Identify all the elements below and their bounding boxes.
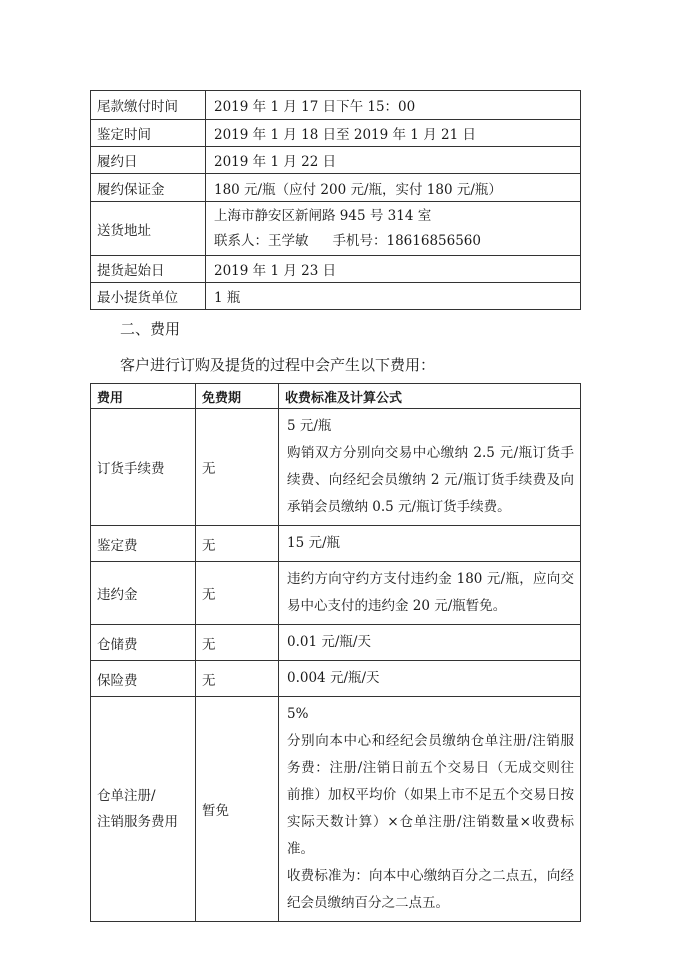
header-standard: 收费标准及计算公式 [279,384,581,409]
table-row [91,409,581,526]
section-heading: 二、费用 [120,320,181,338]
fee-name-line: 仓单注册/ [97,788,156,804]
table-row [91,661,581,697]
fee-free: 无 [196,526,279,562]
header-fee: 费用 [91,384,196,409]
contact-phone: 手机号：18616856560 [332,232,481,249]
fee-line: 15 元/瓶 [287,535,341,551]
fee-name: 鉴定费 [91,526,196,562]
fee-name-line: 注销服务费用 [97,814,178,830]
contact-name: 联系人：王学敏 [214,232,309,249]
address-text: 上海市静安区新闸路 945 号 314 室 [214,207,432,224]
fee-free: 无 [196,661,279,697]
fee-standard [279,526,581,562]
table-row [91,562,581,625]
table-row [91,202,581,256]
row-value: 2019 年 1 月 18 日至 2019 年 1 月 21 日 [206,120,581,147]
row-label: 提货起始日 [91,256,206,283]
table-row [91,147,581,174]
fee-name [91,697,196,922]
address-cell [206,202,581,256]
contact-line [214,229,580,254]
fee-free: 无 [196,625,279,661]
fee-standard [279,661,581,697]
row-label: 送货地址 [91,202,206,256]
table-row [91,120,581,147]
fee-standard [279,697,581,922]
fee-standard [279,625,581,661]
row-label: 履约日 [91,147,206,174]
intro-paragraph: 客户进行订购及提货的过程中会产生以下费用： [120,356,436,374]
fee-standard [279,562,581,625]
header-free-period: 免费期 [196,384,279,409]
row-label: 尾款缴付时间 [91,91,206,120]
fee-line: 分别向本中心和经纪会员缴纳仓单注册/注销服务费：注册/注销日前五个交易日（无成交则往前推）加权平均价（如果上市不足五个交易日按实际天数计算）×仓单注册/注销数量×收费标准。 [287,733,574,857]
fee-free: 无 [196,562,279,625]
fee-name: 仓储费 [91,625,196,661]
fee-line: 收费标准为：向本中心缴纳百分之二点五，向经纪会员缴纳百分之二点五。 [287,868,574,911]
table-row [91,283,581,310]
table-row [91,625,581,661]
fee-line: 违约方向守约方支付违约金 180 元/瓶，应向交易中心支付的违约金 20 元/瓶暂免。 [287,571,574,614]
fee-name: 违约金 [91,562,196,625]
fee-name: 保险费 [91,661,196,697]
table-row [91,91,581,120]
row-value: 180 元/瓶（应付 200 元/瓶，实付 180 元/瓶） [206,174,581,202]
fee-line: 5 元/瓶 [287,418,332,434]
fee-name: 订货手续费 [91,409,196,526]
row-value: 1 瓶 [206,283,581,310]
row-label: 最小提货单位 [91,283,206,310]
row-label: 鉴定时间 [91,120,206,147]
fee-line: 0.01 元/瓶/天 [287,634,371,650]
fee-line: 5% [287,706,309,722]
delivery-info-table [90,90,581,310]
fee-line: 0.004 元/瓶/天 [287,670,380,686]
row-label: 履约保证金 [91,174,206,202]
fee-free: 无 [196,409,279,526]
fee-standard [279,409,581,526]
table-header-row [91,384,581,409]
table-row [91,697,581,922]
table-row [91,526,581,562]
fee-table [90,383,581,922]
row-value: 2019 年 1 月 17 日下午 15：00 [206,91,581,120]
fee-free: 暂免 [196,697,279,922]
table-row [91,256,581,283]
table-row [91,174,581,202]
row-value: 2019 年 1 月 22 日 [206,147,581,174]
fee-line: 购销双方分别向交易中心缴纳 2.5 元/瓶订货手续费、向经纪会员缴纳 2 元/瓶订货手续费及向承销会员缴纳 0.5 元/瓶订货手续费。 [287,445,574,515]
row-value: 2019 年 1 月 23 日 [206,256,581,283]
